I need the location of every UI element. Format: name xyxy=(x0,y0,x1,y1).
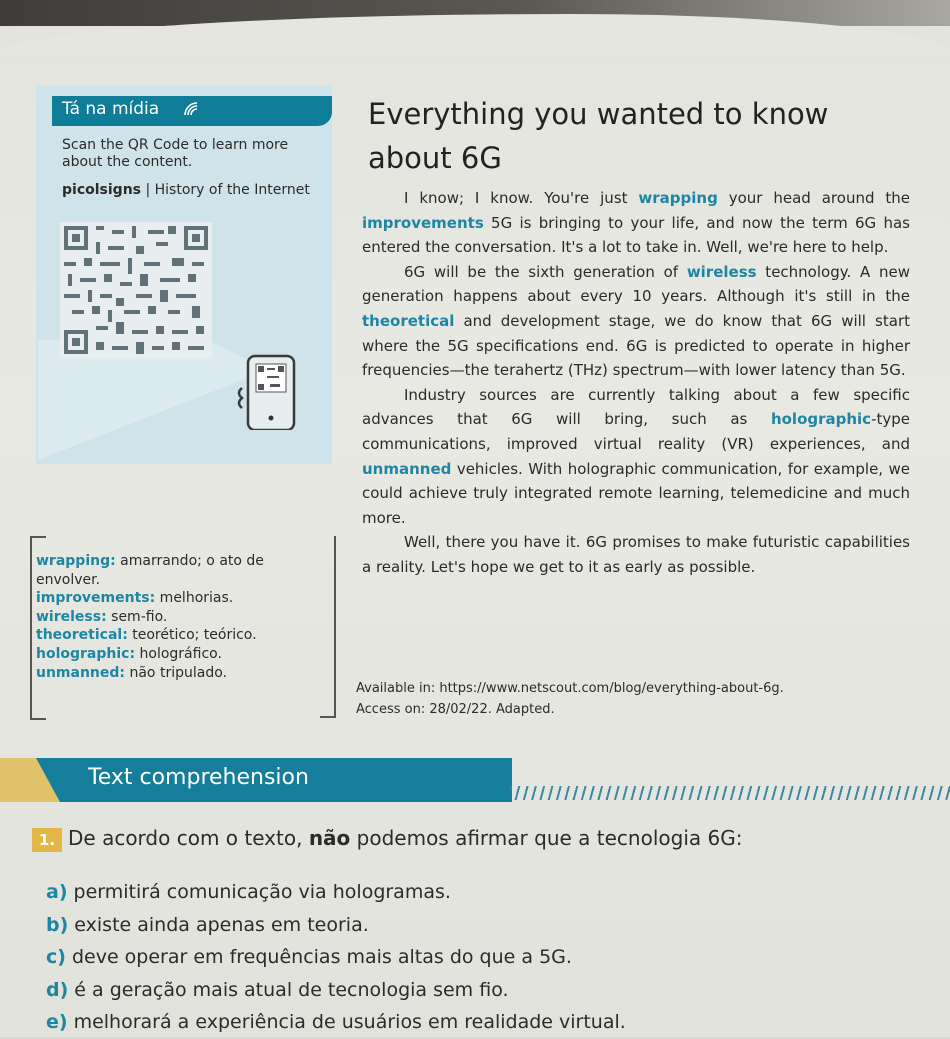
title-line-2: about 6G xyxy=(368,141,502,175)
option-letter: e) xyxy=(46,1011,68,1033)
emphasis: não xyxy=(308,826,351,850)
text: I know; I know. You're just xyxy=(404,189,639,207)
media-tab-label: Tá na mídia xyxy=(62,99,160,119)
glossary-term: holographic: xyxy=(36,645,136,662)
source-url[interactable]: Available in: https://www.netscout.com/blog/everything-about-6g. xyxy=(356,681,784,696)
glossary-definition: não tripulado. xyxy=(125,664,227,681)
text: Industry sources are currently talking about a few specific advances that 6G will bring, such as xyxy=(362,385,910,429)
option-letter: a) xyxy=(46,881,68,903)
option-letter: b) xyxy=(46,913,69,936)
option-b[interactable] xyxy=(46,909,626,942)
source-access-date: Access on: 28/02/22. Adapted. xyxy=(356,702,555,717)
glossary-entry xyxy=(36,552,326,589)
option-letter: c) xyxy=(46,946,66,968)
question-text xyxy=(68,826,742,850)
option-d[interactable] xyxy=(46,974,626,1007)
section-title: Text comprehension xyxy=(88,765,309,790)
text: 6G will be the sixth generation of xyxy=(404,262,687,281)
media-description: Scan the QR Code to learn more about the content. xyxy=(62,137,289,170)
option-a[interactable] xyxy=(46,876,626,909)
article-title xyxy=(368,92,908,180)
section-accent-triangle xyxy=(36,758,60,802)
option-text: deve operar em frequências mais altas do que a 5G. xyxy=(71,946,572,968)
keyword-wrapping: wrapping xyxy=(638,189,718,207)
text: 5G is bringing to your life, and now the term 6G has entered the conversation. It's a lot to take in. Well, we're here to help. xyxy=(362,213,910,257)
glossary-term: unmanned: xyxy=(36,664,126,681)
section-hatch xyxy=(510,786,950,800)
glossary-term: improvements: xyxy=(36,590,156,607)
option-text: permitirá comunicação via hologramas. xyxy=(73,881,451,903)
keyword-improvements: improvements xyxy=(362,213,484,232)
glossary-definition: holográfico. xyxy=(135,645,222,662)
glossary-term: wrapping: xyxy=(36,553,116,569)
option-c[interactable] xyxy=(46,941,626,974)
option-letter: d) xyxy=(46,978,69,1001)
credit-rest: | History of the Internet xyxy=(141,182,310,198)
text: and development stage, we do know that 6G will start where the 5G specifications end. 6G is predicted to operate in higher frequencies—the terahertz (THz) spectrum—with lower latency than 5G. xyxy=(362,311,910,380)
broadcast-icon xyxy=(183,101,199,121)
glossary-entry xyxy=(36,626,326,645)
paragraph-1 xyxy=(362,186,910,260)
keyword-wireless: wireless xyxy=(686,262,757,281)
glossary-term: wireless: xyxy=(36,608,107,625)
article-source xyxy=(356,678,916,720)
glossary-entry xyxy=(36,645,326,664)
text: -type communications, improved virtual reality (VR) experiences, and xyxy=(362,410,910,453)
paragraph-3 xyxy=(362,383,910,531)
answer-options xyxy=(46,876,626,1039)
text: technology. A new generation happens about every 10 years. Although it's still in the xyxy=(362,262,910,306)
text: vehicles. With holographic communication, for example, we could achieve truly integrated remote learning, telemedicine and much more. xyxy=(362,459,910,527)
glossary-term: theoretical: xyxy=(36,627,128,644)
glossary-definition: melhorias. xyxy=(155,590,234,607)
glossary-definition: amarrando; o ato de envolver. xyxy=(36,553,264,588)
paragraph-4: Well, there you have it. 6G promises to make futuristic capabilities a reality. Let's hope we get to it as early as possible. xyxy=(362,533,910,576)
credit-brand: picolsigns xyxy=(62,182,141,198)
title-line-1: Everything you wanted to know xyxy=(368,97,829,131)
glossary-definition: sem-fio. xyxy=(106,608,168,625)
option-text: é a geração mais atual de tecnologia sem fio. xyxy=(74,978,509,1001)
text: De acordo com o texto, xyxy=(68,826,309,850)
option-e[interactable] xyxy=(46,1006,626,1039)
keyword-theoretical: theoretical xyxy=(362,311,455,330)
article-body xyxy=(362,186,910,580)
option-text: melhorará a experiência de usuários em realidade virtual. xyxy=(73,1011,626,1033)
glossary-definition: teorético; teórico. xyxy=(127,627,257,644)
option-text: existe ainda apenas em teoria. xyxy=(74,913,369,936)
glossary-entry xyxy=(36,608,326,627)
glossary-entry xyxy=(36,664,326,683)
question-number: 1. xyxy=(32,828,62,852)
section-accent xyxy=(0,758,36,802)
keyword-unmanned: unmanned xyxy=(362,459,452,478)
qr-code[interactable] xyxy=(60,222,212,358)
paragraph-2 xyxy=(362,260,910,383)
media-credit xyxy=(62,182,328,198)
text: podemos afirmar que a tecnologia 6G: xyxy=(350,826,743,850)
phone-icon xyxy=(230,352,310,430)
glossary xyxy=(36,552,326,682)
glossary-entry xyxy=(36,589,326,608)
text: your head around the xyxy=(717,189,911,207)
keyword-holographic: holographic xyxy=(770,410,872,429)
